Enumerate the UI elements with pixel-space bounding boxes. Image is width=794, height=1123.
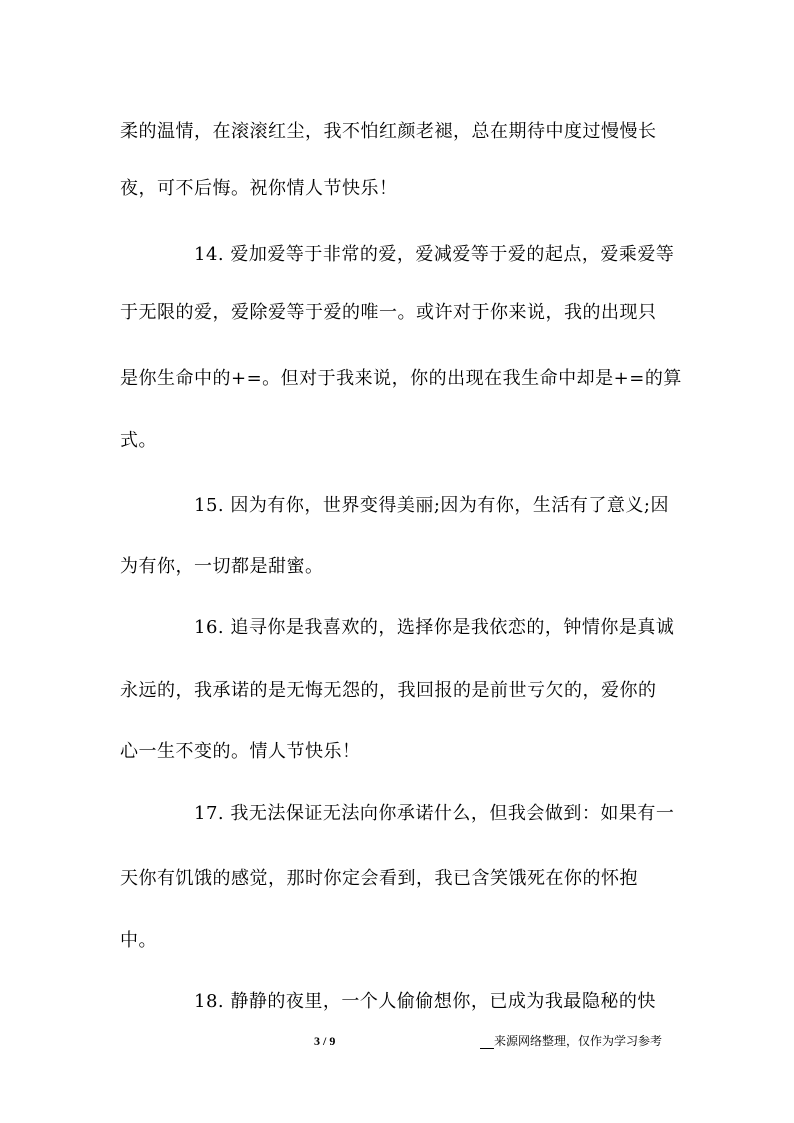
paragraph-line: 夜，可不后悔。祝你情人节快乐！	[120, 178, 398, 199]
footer-note-text: 来源网络整理，仅作为学习参考	[494, 1034, 663, 1048]
paragraph-line: 是你生命中的+=。但对于我来说，你的出现在我生命中却是+=的算	[120, 368, 682, 389]
paragraph-line: 于无限的爱，爱除爱等于爱的唯一。或许对于你来说，我的出现只	[120, 302, 657, 323]
paragraph-line: 天你有饥饿的感觉，那时你定会看到，我已含笑饿死在你的怀抱	[120, 868, 638, 889]
paragraph-line-14-start: 14. 爱加爱等于非常的爱，爱减爱等于爱的起点，爱乘爱等	[194, 244, 675, 265]
paragraph-line-16-start: 16. 追寻你是我喜欢的，选择你是我依恋的，钟情你是真诚	[194, 617, 675, 638]
paragraph-line: 中。	[120, 930, 157, 951]
paragraph-line-15-start: 15. 因为有你，世界变得美丽;因为有你，生活有了意义;因	[194, 495, 669, 516]
paragraph-line: 为有你，一切都是甜蜜。	[120, 556, 324, 577]
paragraph-line: 永远的，我承诺的是无悔无怨的，我回报的是前世亏欠的，爱你的	[120, 680, 657, 701]
page-number: 3 / 9	[314, 1034, 336, 1048]
underline-mark	[480, 1036, 494, 1049]
paragraph-line: 心一生不变的。情人节快乐！	[120, 741, 361, 762]
footer-note	[480, 1033, 662, 1049]
paragraph-line: 式。	[120, 430, 157, 451]
paragraph-line-17-start: 17. 我无法保证无法向你承诺什么，但我会做到：如果有一	[194, 803, 675, 824]
paragraph-line: 柔的温情，在滚滚红尘，我不怕红颜老褪，总在期待中度过慢慢长	[120, 121, 657, 142]
paragraph-line-18-start: 18. 静静的夜里，一个人偷偷想你，已成为我最隐秘的快	[194, 991, 656, 1012]
